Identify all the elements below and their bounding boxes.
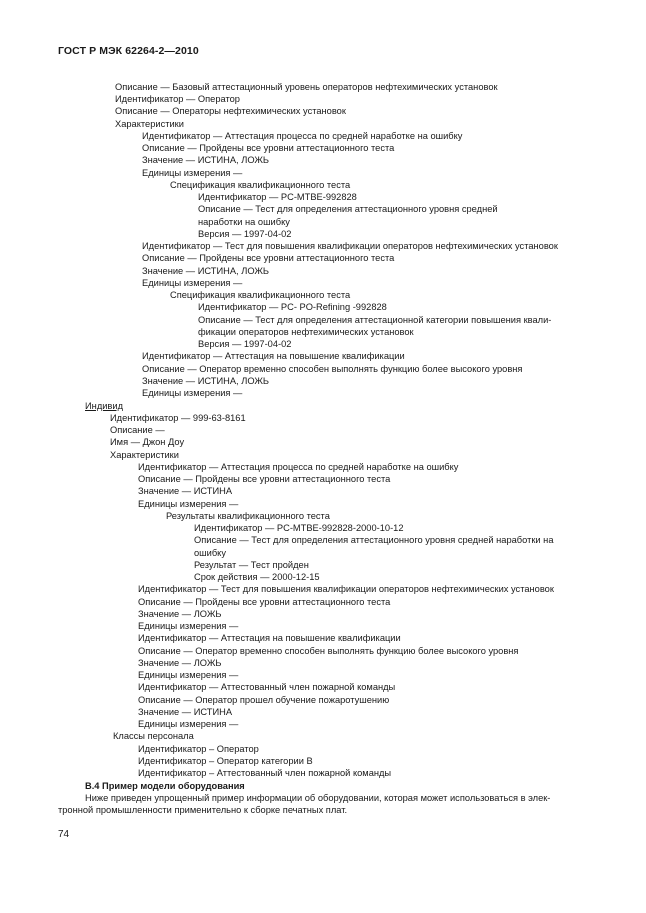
page-number: 74 [58, 829, 70, 840]
text-line: Единицы измерения — [138, 719, 239, 729]
text-line: Результаты квалификационного теста [166, 511, 330, 521]
text-line: Значение — ИСТИНА [138, 707, 233, 717]
text-line: Срок действия — 2000-12-15 [194, 572, 320, 582]
text-line: Идентификатор — 999-63-8161 [110, 413, 246, 423]
text-line: Идентификатор – Аттестованный член пожарной команды [138, 768, 392, 778]
text-line: фикации операторов нефтехимических установок [198, 327, 414, 337]
text-line: Описание — Тест для определения аттестационного уровня средней наработки на [194, 535, 554, 545]
text-line: Единицы измерения — [142, 168, 243, 178]
text-line: Описание — Пройдены все уровни аттестационного теста [142, 143, 395, 153]
text-line: Описание — Пройдены все уровни аттестационного теста [138, 474, 391, 484]
text-line: Описание — Тест для определения аттестационной категории повышения квали- [198, 315, 552, 325]
text-line: Единицы измерения — [142, 278, 243, 288]
text-line: Идентификатор — PC-MTBE-992828-2000-10-12 [194, 523, 404, 533]
text-line: Результат — Тест пройден [194, 560, 309, 570]
text-line: Имя — Джон Доу [110, 437, 185, 447]
text-line: Описание — Оператор прошел обучение пожаротушению [138, 695, 390, 705]
text-line: Значение — ИСТИНА, ЛОЖЬ [142, 266, 270, 276]
text-line: Спецификация квалификационного теста [170, 180, 351, 190]
text-line: Описание — Оператор временно способен выполнять функцию более высокого уровня [138, 646, 519, 656]
document-header: ГОСТ Р МЭК 62264-2—2010 [58, 45, 199, 57]
text-line: Классы персонала [113, 731, 194, 741]
text-line: Единицы измерения — [138, 621, 239, 631]
text-line: Идентификатор — PC- PO-Refining -992828 [198, 302, 387, 312]
paragraph-line: тронной промышленности применительно к сборке печатных плат. [58, 805, 348, 815]
text-line: Единицы измерения — [138, 670, 239, 680]
text-line: Значение — ЛОЖЬ [138, 658, 222, 668]
text-line: Спецификация квалификационного теста [170, 290, 351, 300]
text-line: Значение — ИСТИНА, ЛОЖЬ [142, 376, 270, 386]
text-line: Идентификатор — Тест для повышения квалификации операторов нефтехимических установок [138, 584, 554, 594]
text-line: Характеристики [115, 119, 184, 129]
text-line: Значение — ИСТИНА [138, 486, 233, 496]
text-line: Идентификатор – Оператор категории B [138, 756, 313, 766]
text-line: Идентификатор – Оператор [138, 744, 259, 754]
text-line: Идентификатор — Оператор [115, 94, 240, 104]
text-line: наработки на ошибку [198, 217, 290, 227]
text-line: Идентификатор — Аттестованный член пожарной команды [138, 682, 396, 692]
text-line: Значение — ИСТИНА, ЛОЖЬ [142, 155, 270, 165]
section-label-individual: Индивид [85, 401, 123, 411]
text-line: Идентификатор — PC-MTBE-992828 [198, 192, 357, 202]
text-line: Идентификатор — Тест для повышения квалификации операторов нефтехимических установок [142, 241, 558, 251]
text-line: Идентификатор — Аттестация процесса по средней наработке на ошибку [142, 131, 463, 141]
text-line: Описание — [110, 425, 165, 435]
text-line: Характеристики [110, 450, 179, 460]
text-line: Единицы измерения — [138, 499, 239, 509]
text-line: Версия — 1997-04-02 [198, 229, 292, 239]
text-line: Единицы измерения — [142, 388, 243, 398]
text-line: Значение — ЛОЖЬ [138, 609, 222, 619]
text-line: ошибку [194, 548, 226, 558]
text-line: Идентификатор — Аттестация на повышение квалификации [138, 633, 401, 643]
text-line: Описание — Операторы нефтехимических установок [115, 106, 346, 116]
text-line: Описание — Пройдены все уровни аттестационного теста [142, 253, 395, 263]
section-heading-b4: B.4 Пример модели оборудования [85, 781, 245, 791]
text-line: Описание — Оператор временно способен выполнять функцию более высокого уровня [142, 364, 523, 374]
text-line: Описание — Тест для определения аттестационного уровня средней [198, 204, 498, 214]
text-line: Версия — 1997-04-02 [198, 339, 292, 349]
text-line: Описание — Базовый аттестационный уровень операторов нефтехимических установок [115, 82, 498, 92]
paragraph-line: Ниже приведен упрощенный пример информации об оборудовании, которая может использоваться в элек- [85, 793, 551, 803]
text-line: Описание — Пройдены все уровни аттестационного теста [138, 597, 391, 607]
text-line: Идентификатор — Аттестация процесса по средней наработке на ошибку [138, 462, 459, 472]
text-line: Идентификатор — Аттестация на повышение квалификации [142, 351, 405, 361]
